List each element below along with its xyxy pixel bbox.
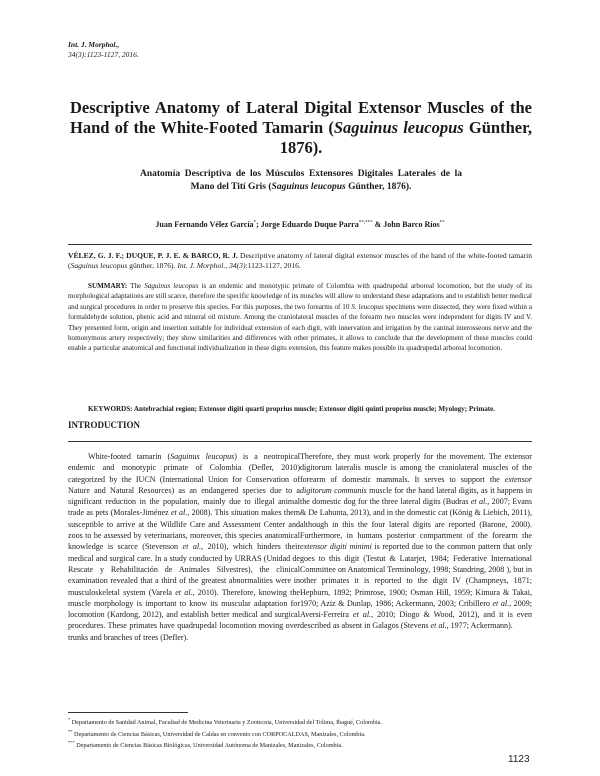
- paper-subtitle: [140, 168, 462, 194]
- intro-left-text-3: , 2008). This situation makes them susceptible to arrive at the Wildlife Care and Assessment Center and zoos to be assessed by veterinarians, moreover, this species anatomical knowledge is scarce (Stevenson: [68, 508, 300, 552]
- summary-species-2: S. leucopus: [351, 302, 384, 311]
- citation-species: Saguinus leucopus: [70, 261, 128, 271]
- summary-label: SUMMARY:: [88, 282, 128, 290]
- keywords-paragraph: [68, 404, 532, 414]
- footnote-3-text: Departamento de Ciencias Básicas Biológicas, Universidad Autónoma de Manizales, Manizales, Colombia.: [76, 742, 343, 750]
- citation-pages: :1123-1127, 2016.: [245, 261, 301, 271]
- summary-text-2: is an endemic and monotypic primate of Colombia with quadrupedal arboreal locomotion, but the study of its morphological adaptations are still scarce, therefore the specific knowledge of its muscles will allow to understand these adaptations and to establish better medical and surgical procedures in order to preserve this species. For this purposes, the two forearms of 10: [68, 282, 532, 311]
- intro-right-etal-1: et al.: [470, 497, 488, 507]
- intro-right-text-7: , 1977; Ackermann).: [446, 621, 513, 631]
- citation-journal: Int. J. Morphol., 34(3): [177, 261, 246, 271]
- author-1: Juan Fernando Vélez García: [155, 220, 254, 229]
- intro-left-text-2: ) is a neotropical endemic and monotypic primate of Colombia (Defler, 2010) categorized by the IUCN (International Union for Conservation of Nature and Natural Resources) as an endangered species due to a significant reduction in the population, mainly due to illegal animal trade as pets (Morales-Jiménez: [68, 452, 300, 518]
- top-divider: [68, 244, 532, 245]
- paper-title: [70, 98, 532, 158]
- title-species: Saguinus leucopus: [333, 118, 464, 137]
- intro-left-text-4: , 2010), which hinders their medical and surgical care. In a study conducted by URRAS (Unidad de Rescate y Rehabilitación de Animales Silvestres), the clinical examination revealed that a third of the greatest abnormalities were in musculoskeletal system (Varela: [68, 542, 300, 597]
- intro-right-text-6: , 2010; Diogo & Wood, 2012), and it is even described as absent in Galagos (Stevens: [300, 610, 533, 631]
- intro-left-species: Saguinus leucopus: [170, 452, 235, 461]
- subtitle-species: Saguinus leucopus: [271, 182, 346, 192]
- summary-paragraph: [68, 281, 532, 354]
- footnote-2-text: Departamento de Ciencias Básicas, Universidad de Caldas en convenio con CORPOCALDAS, Manizales, Colombia.: [74, 730, 366, 738]
- footnote-1-mark: *: [68, 717, 71, 722]
- footnote-1-text: Departamento de Sanidad Animal, Facultad de Medicina Veterinaria y Zootecnia, Universidad del Tolima, Ibagué, Colombia.: [71, 719, 382, 727]
- page-number: 1123: [508, 754, 530, 765]
- intro-right-etal-2: et al.: [492, 598, 510, 608]
- footnote-2-mark: **: [68, 728, 73, 734]
- keywords-label: KEYWORDS:: [88, 405, 133, 413]
- footnote-2: [68, 728, 532, 740]
- intro-left-column: [68, 451, 300, 643]
- footnote-3: [68, 739, 532, 751]
- author-list: [68, 220, 532, 229]
- subtitle-text-2: Günther, 1876).: [345, 182, 412, 192]
- summary-species-1: Saguinus leucopus: [144, 282, 199, 290]
- citation: [68, 251, 532, 272]
- intro-left-etal-1: et al.: [170, 508, 188, 518]
- citation-text-1: Descriptive anatomy of lateral digital extensor muscles of the hand of the white-footed tamarin (: [68, 251, 532, 271]
- footnote-1: [68, 716, 532, 728]
- intro-right-etal-4: et al.: [430, 621, 447, 631]
- subtitle-text-1: Anatomía Descriptiva de los Músculos Extensores Digitales Laterales de la Mano del Tití Gris (: [140, 169, 462, 192]
- title-text-1: Descriptive Anatomy of Lateral Digital Extensor Muscles of the Hand of the White-Footed Tamarin (: [70, 98, 532, 137]
- introduction-heading: INTRODUCTION: [68, 420, 141, 430]
- title-text-2: Günther, 1876).: [279, 118, 533, 157]
- intro-right-text-1: Therefore, they must work properly for the movement. The extensor digitorum lateralis muscle is among the craniolateral muscles of the forearm of domestic mammals. It serves to support the: [300, 452, 532, 484]
- journal-header: [68, 40, 139, 60]
- journal-name: Int. J. Morphol.,: [68, 40, 120, 49]
- footnote-divider: [68, 712, 188, 713]
- summary-text-3: specimens were dissected, they were fixed within a formaldehyde solution, phenic acid and mineral oil mixture. Among the craniolateral muscles of the forearm two muscles were independent for digits IV and V. They presented form, origin and insertion suitable for individual extension of each digit, with innervation and irrigation by the caninal interosseous nerve and the homonymous artery respectively; they show similarities and differences with other primates, it allows to conclude that the development of these muscles could enable a particular anatomical and functional individualization in these digits extension, this feature makes possible its quadrupedal arboreal locomotion.: [68, 302, 532, 353]
- author-2: ; Jorge Eduardo Duque Parra: [256, 220, 359, 229]
- footnote-3-mark: ***: [68, 740, 75, 746]
- intro-right-text-2: muscle for the hand lateral digits, as it happens in the domestic dog for the three lateral digits (Budras: [300, 485, 532, 507]
- intro-right-muscle-2: extensor digiti minimi: [300, 542, 372, 552]
- author-3-mark: **: [439, 220, 445, 226]
- intro-left-etal-3: et al.: [175, 587, 193, 597]
- author-3: & John Barco Ríos: [372, 220, 440, 229]
- citation-text-2: günther, 1876).: [127, 261, 178, 271]
- journal-volume: 34(3):1123-1127, 2016.: [68, 50, 139, 59]
- intro-left-etal-2: et al.: [182, 542, 202, 552]
- footnotes: [68, 716, 532, 751]
- intro-right-text-3: , 2007; Evans & De Lahunta, 2013), and in the domestic cat (König & Liebich, 2011), although in this the four lateral digits are reported (Barone, 2000). Furthermore, in humans posterior compartment of the forearm the: [300, 497, 533, 541]
- summary-text-1: The: [127, 282, 145, 290]
- intro-right-text-4: is reported due to the common pattern that only goes to this digit (Testut & Latarjet, 1984; Federative International Committee on Anatomical Terminology, 1998; Standring, 2008 ), but in other primates it is reported to the digit IV (Champneys, 1871; Hepburn, 1892; Primrose, 1900; Osman Hill, 1959; Kimura & Takai, 1970; Aziz & Dunlap, 1986; Ackermann, 2003; Cribillero: [300, 542, 532, 608]
- intro-right-muscle-1: extensor digitorum communis: [300, 474, 532, 495]
- author-1-mark: *: [253, 220, 257, 226]
- intro-right-etal-3: et al.: [353, 610, 372, 620]
- section-divider: [68, 441, 532, 442]
- keywords-text: Antebrachial region; Extensor digiti quarti proprius muscle; Extensor digiti quinti proprius muscle; Myology; Primate.: [132, 405, 496, 413]
- intro-left-text-5: , 2010). Therefore, knowing the muscle morphology is important to know its muscular adaptation for locomotion (Kardong, 2012), and establish better medical and surgical procedures. These primates have quadrupedal locomotion moving over trunks and branches of trees (Defler).: [68, 587, 300, 642]
- intro-right-text-5: , 2009; Aversi-Ferreira: [300, 598, 532, 620]
- intro-left-text-1: White-footed tamarin (: [88, 452, 171, 461]
- citation-authors: VÉLEZ, G. J. F.; DUQUE, P. J. E. & BARCO, R. J.: [68, 251, 238, 260]
- author-2-mark: **;***: [358, 220, 373, 226]
- intro-right-column: [300, 451, 532, 632]
